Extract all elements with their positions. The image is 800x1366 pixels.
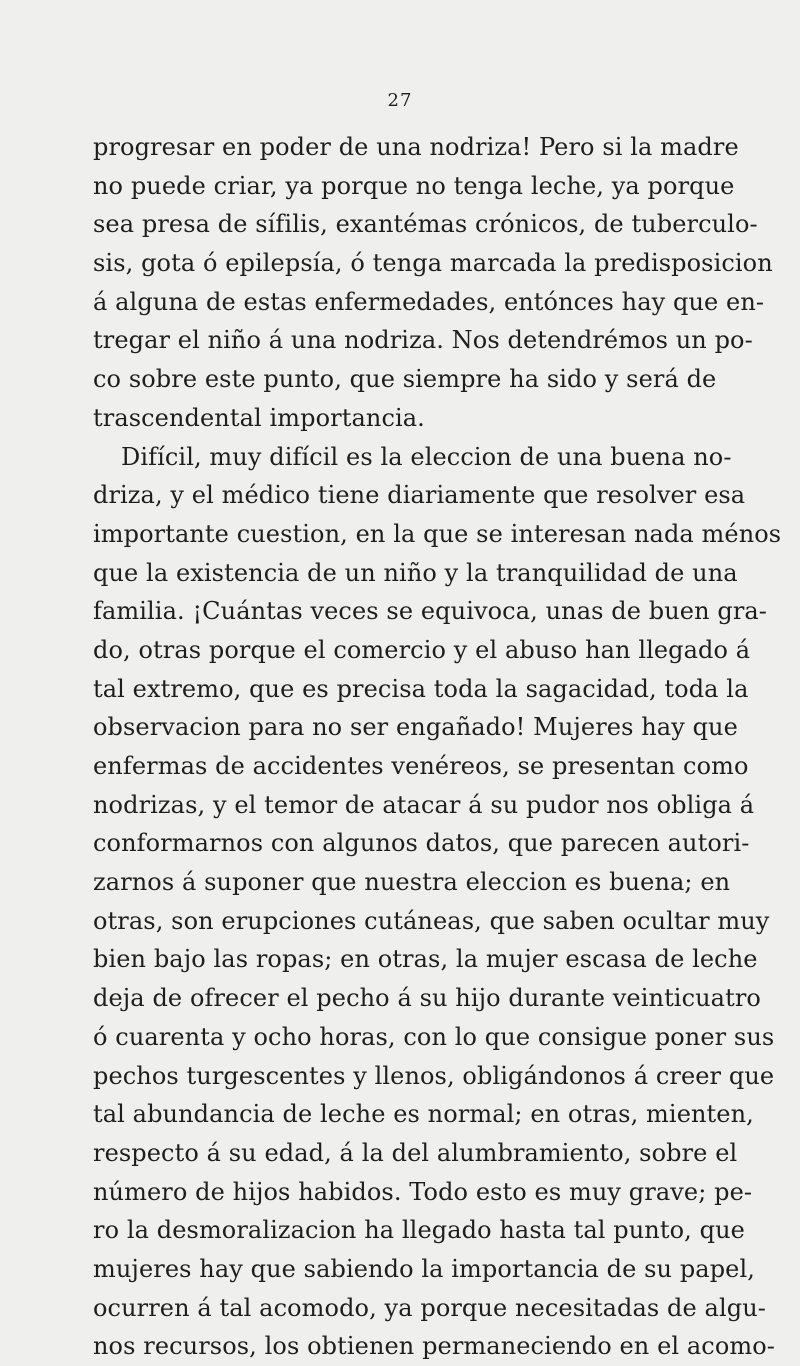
text-line: observacion para no ser engañado! Mujeres hay que: [93, 713, 738, 742]
text-line: nodrizas, y el temor de atacar á su pudor nos obliga á: [93, 790, 755, 819]
text-line: ó cuarenta y ocho horas, con lo que consigue poner sus: [93, 1022, 775, 1051]
page-number: 27: [387, 90, 413, 111]
text-line: bien bajo las ropas; en otras, la mujer escasa de leche: [93, 945, 758, 974]
text-line: otras, son erupciones cutáneas, que saben ocultar muy: [93, 906, 770, 935]
text-line: progresar en poder de una nodriza! Pero si la madre: [93, 133, 739, 161]
text-line: mujeres hay que sabiendo la importancia de su papel,: [93, 1254, 755, 1283]
text-line: tal abundancia de leche es normal; en otras, mienten,: [93, 1100, 754, 1129]
text-line: tal extremo, que es precisa toda la sagacidad, toda la: [93, 674, 749, 703]
text-line: ocurren á tal acomodo, ya porque necesitadas de algu-: [93, 1293, 766, 1322]
text-line: co sobre este punto, que siempre ha sido y será de: [93, 365, 717, 394]
text-line: enfermas de accidentes venéreos, se presentan como: [93, 752, 749, 780]
text-line: nos recursos, los obtienen permaneciendo en el acomo-: [93, 1332, 775, 1361]
text-line: número de hijos habidos. Todo esto es muy grave; pe-: [93, 1177, 753, 1206]
text-line: zarnos á suponer que nuestra eleccion es buena; en: [93, 868, 731, 897]
body-text: [93, 128, 782, 1366]
text-line: á alguna de estas enfermedades, entónces hay que en-: [93, 287, 765, 316]
text-line: sis, gota ó epilepsía, ó tenga marcada la predisposicion: [93, 249, 773, 278]
text-line: importante cuestion, en la que se interesan nada ménos: [93, 519, 782, 548]
text-line: respecto á su edad, á la del alumbramiento, sobre el: [93, 1138, 738, 1167]
text-line: que la existencia de un niño y la tranquilidad de una: [93, 558, 738, 587]
text-line: pechos turgescentes y llenos, obligándonos á creer que: [93, 1061, 775, 1090]
text-line: sea presa de sífilis, exantémas crónicos, de tuberculo-: [93, 210, 758, 239]
text-line: do, otras porque el comercio y el abuso han llegado á: [93, 635, 751, 664]
text-line: trascendental importancia.: [93, 403, 425, 432]
text-line: ro la desmoralizacion ha llegado hasta tal punto, que: [93, 1216, 745, 1245]
text-line: conformarnos con algunos datos, que parecen autori-: [93, 829, 750, 858]
text-line: tregar el niño á una nodriza. Nos detendrémos un po-: [93, 326, 753, 355]
text-line: driza, y el médico tiene diariamente que resolver esa: [93, 481, 746, 510]
text-line: deja de ofrecer el pecho á su hijo durante veinticuatro: [93, 984, 761, 1013]
paragraph-start-line: Difícil, muy difícil es la eleccion de una buena no-: [121, 442, 732, 471]
text-line: familia. ¡Cuántas veces se equivoca, unas de buen gra-: [93, 597, 768, 626]
text-line: no puede criar, ya porque no tenga leche, ya porque: [93, 171, 735, 200]
